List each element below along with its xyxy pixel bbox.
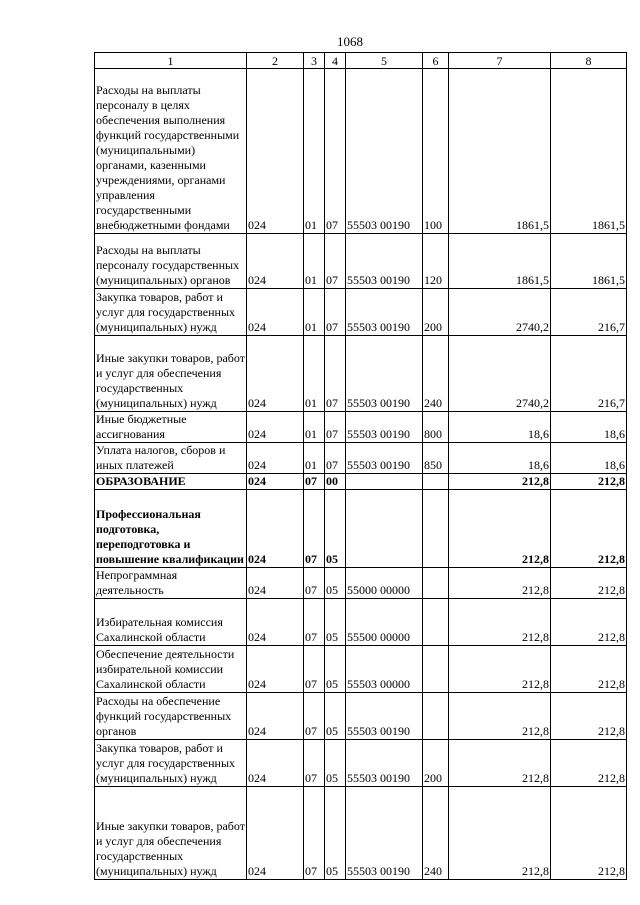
table-row: [95, 568, 627, 599]
row-name-cell: Иные закупки товаров, работ и услуг для обеспечения государственных (муниципальных) нужд: [95, 336, 247, 412]
target-article-cell: 55503 00190: [346, 69, 423, 234]
expense-type-cell: 240: [423, 336, 449, 412]
amount-plan-cell: 212,8: [449, 740, 551, 787]
target-article-cell: [346, 474, 423, 490]
header-cell: 5: [346, 53, 423, 69]
target-article-cell: 55503 00190: [346, 787, 423, 880]
row-name-cell: Расходы на обеспечение функций государственных органов: [95, 693, 247, 740]
section-cell: 07: [304, 474, 325, 490]
expense-type-cell: [423, 568, 449, 599]
target-article-cell: 55503 00190: [346, 412, 423, 443]
amount-actual-cell: 18,6: [551, 443, 627, 474]
amount-actual-cell: 1861,5: [551, 234, 627, 289]
row-name-cell: Профессиональная подготовка, переподготовка и повышение квалификации: [95, 490, 247, 568]
amount-plan-cell: 212,8: [449, 693, 551, 740]
expense-type-cell: 100: [423, 69, 449, 234]
expense-type-cell: 240: [423, 787, 449, 880]
row-name-cell: Закупка товаров, работ и услуг для государственных (муниципальных) нужд: [95, 289, 247, 336]
target-article-cell: 55000 00000: [346, 568, 423, 599]
amount-plan-cell: 1861,5: [449, 69, 551, 234]
table-row: [95, 693, 627, 740]
table-row: [95, 490, 627, 568]
subsection-cell: 07: [325, 336, 346, 412]
table-row: [95, 234, 627, 289]
row-name-cell: Иные закупки товаров, работ и услуг для обеспечения государственных (муниципальных) нужд: [95, 787, 247, 880]
target-article-cell: 55503 00190: [346, 443, 423, 474]
amount-actual-cell: 216,7: [551, 336, 627, 412]
amount-actual-cell: 212,8: [551, 599, 627, 646]
subsection-cell: 07: [325, 289, 346, 336]
section-cell: 01: [304, 234, 325, 289]
expense-type-cell: [423, 599, 449, 646]
subsection-cell: 05: [325, 787, 346, 880]
expense-type-cell: [423, 474, 449, 490]
header-cell: 3: [304, 53, 325, 69]
subsection-cell: 05: [325, 599, 346, 646]
section-cell: 01: [304, 443, 325, 474]
section-cell: 07: [304, 787, 325, 880]
row-name-cell: Избирательная комиссия Сахалинской области: [95, 599, 247, 646]
expense-type-cell: [423, 646, 449, 693]
header-cell: 1: [95, 53, 247, 69]
table-row: [95, 443, 627, 474]
section-cell: 07: [304, 693, 325, 740]
expense-type-cell: 120: [423, 234, 449, 289]
page-number: 1068: [337, 34, 363, 49]
target-article-cell: 55503 00190: [346, 336, 423, 412]
amount-plan-cell: 18,6: [449, 443, 551, 474]
amount-plan-cell: 212,8: [449, 646, 551, 693]
amount-plan-cell: 212,8: [449, 599, 551, 646]
subsection-cell: 05: [325, 490, 346, 568]
header-cell: 6: [423, 53, 449, 69]
table-row: [95, 646, 627, 693]
expense-type-cell: 200: [423, 740, 449, 787]
admin-code-cell: 024: [247, 693, 304, 740]
row-name-cell: ОБРАЗОВАНИЕ: [95, 474, 247, 490]
section-cell: 07: [304, 646, 325, 693]
target-article-cell: 55503 00190: [346, 234, 423, 289]
expense-type-cell: [423, 490, 449, 568]
row-name-cell: Иные бюджетные ассигнования: [95, 412, 247, 443]
subsection-cell: 00: [325, 474, 346, 490]
target-article-cell: 55503 00190: [346, 289, 423, 336]
table-row: [95, 599, 627, 646]
amount-actual-cell: 1861,5: [551, 69, 627, 234]
target-article-cell: 55503 00190: [346, 693, 423, 740]
expense-type-cell: 850: [423, 443, 449, 474]
amount-actual-cell: 18,6: [551, 412, 627, 443]
admin-code-cell: 024: [247, 740, 304, 787]
table-row: [95, 474, 627, 490]
amount-plan-cell: 18,6: [449, 412, 551, 443]
admin-code-cell: 024: [247, 412, 304, 443]
section-cell: 01: [304, 69, 325, 234]
subsection-cell: 07: [325, 234, 346, 289]
admin-code-cell: 024: [247, 234, 304, 289]
header-cell: 2: [247, 53, 304, 69]
section-cell: 07: [304, 568, 325, 599]
amount-plan-cell: 2740,2: [449, 289, 551, 336]
expense-type-cell: [423, 693, 449, 740]
subsection-cell: 05: [325, 693, 346, 740]
amount-plan-cell: 212,8: [449, 568, 551, 599]
admin-code-cell: 024: [247, 336, 304, 412]
subsection-cell: 05: [325, 740, 346, 787]
row-name-cell: Обеспечение деятельности избирательной комиссии Сахалинской области: [95, 646, 247, 693]
amount-plan-cell: 1861,5: [449, 234, 551, 289]
amount-actual-cell: 212,8: [551, 474, 627, 490]
section-cell: 07: [304, 490, 325, 568]
row-name-cell: Уплата налогов, сборов и иных платежей: [95, 443, 247, 474]
subsection-cell: 07: [325, 69, 346, 234]
subsection-cell: 05: [325, 568, 346, 599]
admin-code-cell: 024: [247, 289, 304, 336]
admin-code-cell: 024: [247, 474, 304, 490]
amount-actual-cell: 212,8: [551, 568, 627, 599]
row-name-cell: Расходы на выплаты персоналу государственных (муниципальных) органов: [95, 234, 247, 289]
expense-type-cell: 200: [423, 289, 449, 336]
admin-code-cell: 024: [247, 646, 304, 693]
expense-type-cell: 800: [423, 412, 449, 443]
section-cell: 01: [304, 289, 325, 336]
row-name-cell: Расходы на выплаты персоналу в целях обеспечения выполнения функций государственными (муниципальными) органами, казенными учреждениями, органами управления государственными внебюджетными фондами: [95, 69, 247, 234]
admin-code-cell: 024: [247, 599, 304, 646]
amount-actual-cell: 212,8: [551, 646, 627, 693]
target-article-cell: 55503 00000: [346, 646, 423, 693]
target-article-cell: 55503 00190: [346, 740, 423, 787]
amount-actual-cell: 212,8: [551, 490, 627, 568]
subsection-cell: 07: [325, 443, 346, 474]
amount-plan-cell: 212,8: [449, 474, 551, 490]
table-row: [95, 69, 627, 234]
table-header-row: [95, 53, 627, 69]
table-row: [95, 740, 627, 787]
section-cell: 07: [304, 599, 325, 646]
amount-actual-cell: 216,7: [551, 289, 627, 336]
table-row: [95, 412, 627, 443]
admin-code-cell: 024: [247, 69, 304, 234]
amount-actual-cell: 212,8: [551, 693, 627, 740]
amount-plan-cell: 212,8: [449, 490, 551, 568]
budget-table: [94, 52, 627, 880]
row-name-cell: Закупка товаров, работ и услуг для государственных (муниципальных) нужд: [95, 740, 247, 787]
admin-code-cell: 024: [247, 443, 304, 474]
admin-code-cell: 024: [247, 568, 304, 599]
section-cell: 01: [304, 412, 325, 443]
amount-plan-cell: 212,8: [449, 787, 551, 880]
section-cell: 01: [304, 336, 325, 412]
table-row: [95, 336, 627, 412]
row-name-cell: Непрограммная деятельность: [95, 568, 247, 599]
header-cell: 4: [325, 53, 346, 69]
target-article-cell: [346, 490, 423, 568]
header-cell: 7: [449, 53, 551, 69]
amount-actual-cell: 212,8: [551, 787, 627, 880]
amount-plan-cell: 2740,2: [449, 336, 551, 412]
admin-code-cell: 024: [247, 787, 304, 880]
table-row: [95, 289, 627, 336]
target-article-cell: 55500 00000: [346, 599, 423, 646]
subsection-cell: 05: [325, 646, 346, 693]
section-cell: 07: [304, 740, 325, 787]
table-row: [95, 787, 627, 880]
subsection-cell: 07: [325, 412, 346, 443]
amount-actual-cell: 212,8: [551, 740, 627, 787]
admin-code-cell: 024: [247, 490, 304, 568]
header-cell: 8: [551, 53, 627, 69]
